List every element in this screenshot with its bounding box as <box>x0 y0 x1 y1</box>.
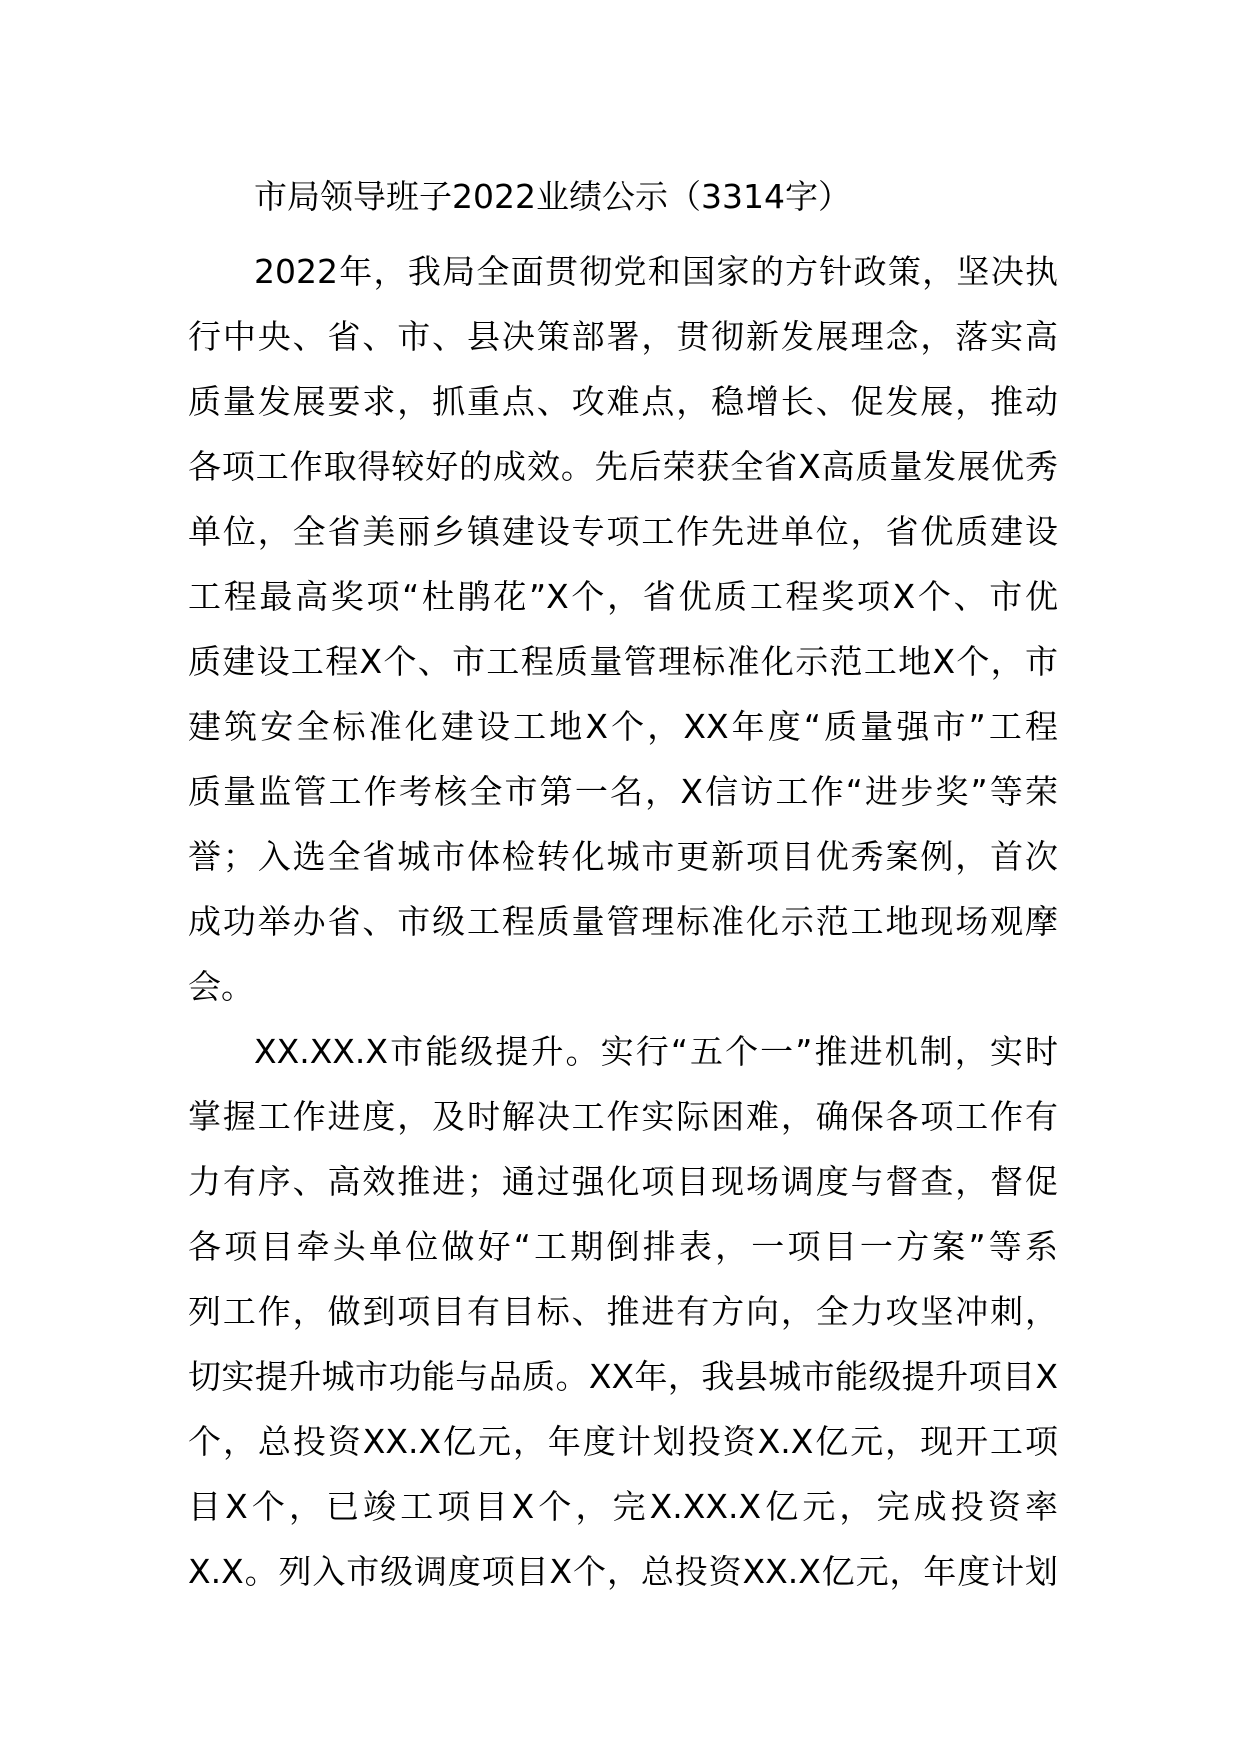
text-line: 列工作，做到项目有目标、推进有方向，全力攻坚冲刺， <box>188 1292 1058 1331</box>
text-line: 行中央、省、市、县决策部署，贯彻新发展理念，落实高 <box>188 317 1058 356</box>
text-line: 质量监管工作考核全市第一名，X信访工作“进步奖”等荣 <box>188 772 1058 811</box>
text-line: 建筑安全标准化建设工地X个，XX年度“质量强市”工程 <box>188 707 1058 746</box>
text-line: 誉；入选全省城市体检转化城市更新项目优秀案例，首次 <box>188 837 1058 876</box>
text-line: 力有序、高效推进；通过强化项目现场调度与督查，督促 <box>188 1162 1058 1201</box>
text-line: 会。 <box>188 967 254 1006</box>
text-line: 各项目牵头单位做好“工期倒排表，一项目一方案”等系 <box>188 1227 1058 1266</box>
text-line: 掌握工作进度，及时解决工作实际困难，确保各项工作有 <box>188 1097 1058 1136</box>
document-title: 市局领导班子2022业绩公示（3314字） <box>254 177 851 216</box>
text-line: 目X个，已竣工项目X个，完X.XX.X亿元，完成投资率 <box>188 1487 1058 1526</box>
text-line: 工程最高奖项“杜鹃花”X个，省优质工程奖项X个、市优 <box>188 577 1058 616</box>
text-line: 质量发展要求，抓重点、攻难点，稳增长、促发展，推动 <box>188 382 1058 421</box>
text-line: 单位，全省美丽乡镇建设专项工作先进单位，省优质建设 <box>188 512 1058 551</box>
text-line: X.X。列入市级调度项目X个，总投资XX.X亿元，年度计划 <box>188 1552 1058 1591</box>
text-line: XX.XX.X市能级提升。实行“五个一”推进机制，实时 <box>254 1032 1058 1071</box>
text-line: 各项工作取得较好的成效。先后荣获全省X高质量发展优秀 <box>188 447 1058 486</box>
text-line: 质建设工程X个、市工程质量管理标准化示范工地X个，市 <box>188 642 1058 681</box>
text-line: 切实提升城市功能与品质。XX年，我县城市能级提升项目X <box>188 1357 1058 1396</box>
text-line: 2022年，我局全面贯彻党和国家的方针政策，坚决执 <box>254 252 1058 291</box>
paragraph-1 <box>188 239 1058 1019</box>
text-line: 个，总投资XX.X亿元，年度计划投资X.X亿元，现开工项 <box>188 1422 1058 1461</box>
document-body <box>188 174 1058 1604</box>
paragraph-2 <box>188 1019 1058 1604</box>
text-line: 成功举办省、市级工程质量管理标准化示范工地现场观摩 <box>188 902 1058 941</box>
